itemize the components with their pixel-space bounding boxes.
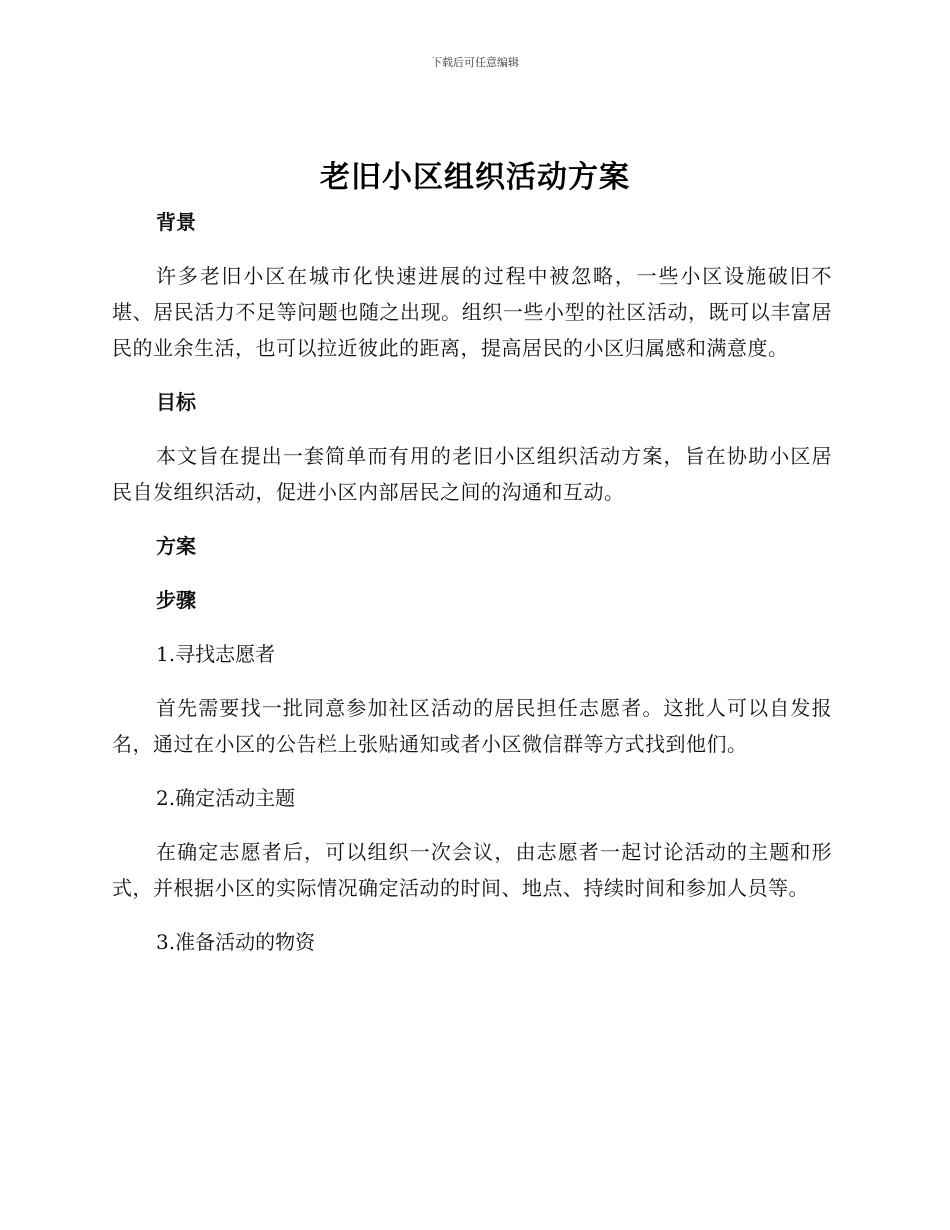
step-paragraph-1: 首先需要找一批同意参加社区活动的居民担任志愿者。这批人可以自发报名，通过在小区的公告栏上张贴通知或者小区微信群等方式找到他们。	[112, 696, 832, 756]
step-title-3: 3.准备活动的物资	[156, 930, 316, 954]
section-heading-plan: 方案	[156, 534, 196, 558]
page-header-note: 下载后可任意编辑	[431, 56, 519, 69]
step-paragraph-2: 在确定志愿者后，可以组织一次会议，由志愿者一起讨论活动的主题和形式，并根据小区的实际情况确定活动的时间、地点、持续时间和参加人员等。	[112, 840, 832, 900]
step-title-1: 1.寻找志愿者	[156, 642, 276, 666]
paragraph-goal: 本文旨在提出一套简单而有用的老旧小区组织活动方案，旨在协助小区居民自发组织活动，促进小区内部居民之间的沟通和互动。	[112, 444, 832, 504]
step-title-2: 2.确定活动主题	[156, 786, 296, 810]
document-body	[112, 204, 832, 960]
document-title: 老旧小区组织活动方案	[320, 160, 630, 195]
section-heading-steps: 步骤	[156, 588, 196, 612]
section-heading-goal: 目标	[156, 390, 196, 414]
paragraph-background: 许多老旧小区在城市化快速进展的过程中被忽略，一些小区设施破旧不堪、居民活力不足等问题也随之出现。组织一些小型的社区活动，既可以丰富居民的业余生活，也可以拉近彼此的距离，提高居民的小区归属感和满意度。	[112, 264, 832, 360]
section-heading-background: 背景	[156, 210, 196, 234]
